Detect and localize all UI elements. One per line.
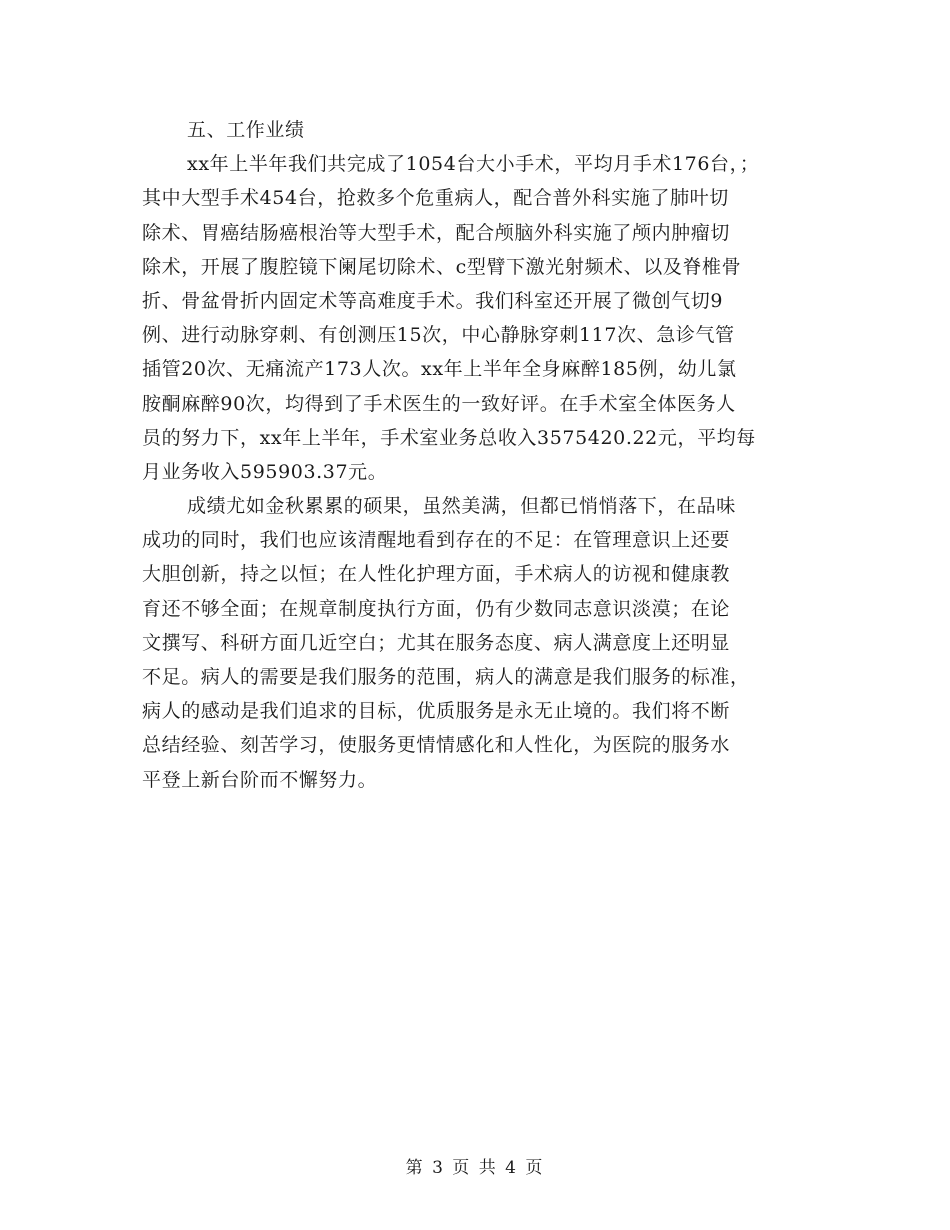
document-body bbox=[142, 113, 818, 797]
paragraph-2-line: 病人的感动是我们追求的目标，优质服务是永无止境的。我们将不断 bbox=[142, 700, 731, 723]
paragraph-1-line: 除术、胃癌结肠癌根治等大型手术，配合颅脑外科实施了颅内肿瘤切 bbox=[142, 221, 731, 244]
paragraph-2-line: 成绩尤如金秋累累的硕果，虽然美满，但都已悄悄落下，在品味 bbox=[187, 495, 736, 518]
paragraph-1-line: 其中大型手术454台，抢救多个危重病人，配合普外科实施了肺叶切 bbox=[142, 187, 729, 210]
paragraph-2-line: 总结经验、刻苦学习，使服务更情情感化和人性化，为医院的服务水 bbox=[142, 734, 731, 757]
paragraph-1-line: 折、骨盆骨折内固定术等高难度手术。我们科室还开展了微创气切9 bbox=[142, 289, 724, 312]
paragraph-2-line: 不足。病人的需要是我们服务的范围，病人的满意是我们服务的标准， bbox=[142, 666, 750, 688]
section-heading: 五、工作业绩 bbox=[187, 119, 305, 141]
paragraph-1-line: 员的努力下，xx年上半年，手术室业务总收入3575420.22元，平均每 bbox=[142, 426, 756, 449]
paragraph-1-line: 例、进行动脉穿刺、有创测压15次，中心静脉穿刺117次、急诊气管 bbox=[142, 324, 735, 347]
page-number-footer: 第 3 页 共 4 页 bbox=[405, 1158, 545, 1178]
paragraph-2-line: 育还不够全面；在规章制度执行方面，仍有少数同志意识淡漠；在论 bbox=[142, 597, 731, 620]
paragraph-1-line: 除术，开展了腹腔镜下阑尾切除术、c型臂下激光射频术、以及脊椎骨 bbox=[142, 255, 742, 278]
paragraph-2-line: 成功的同时，我们也应该清醒地看到存在的不足：在管理意识上还要 bbox=[142, 529, 731, 552]
paragraph-1-line: 插管20次、无痛流产173人次。xx年上半年全身麻醉185例，幼儿氯 bbox=[142, 358, 737, 381]
paragraph-2-line: 大胆创新，持之以恒；在人性化护理方面，手术病人的访视和健康教 bbox=[142, 563, 731, 586]
paragraph-1-line: xx年上半年我们共完成了1054台大小手术，平均月手术176台，； bbox=[187, 153, 760, 176]
paragraph-2-line: 文撰写、科研方面几近空白；尤其在服务态度、病人满意度上还明显 bbox=[142, 631, 731, 654]
paragraph-2-line: 平登上新台阶而不懈努力。 bbox=[142, 768, 378, 791]
paragraph-1-line: 月业务收入595903.37元。 bbox=[142, 460, 388, 483]
paragraph-1-line: 胺酮麻醉90次，均得到了手术医生的一致好评。在手术室全体医务人 bbox=[142, 392, 736, 415]
